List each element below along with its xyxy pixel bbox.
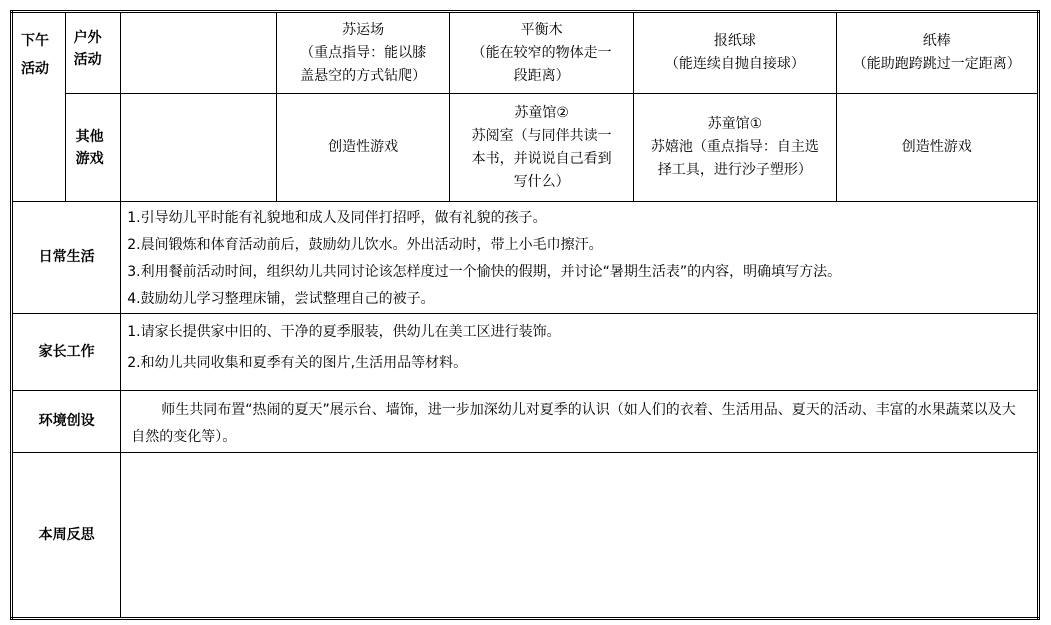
reflection-label: 本周反思 <box>12 453 121 619</box>
other-games-label-cell <box>65 94 121 202</box>
parent-work-label: 家长工作 <box>12 314 121 391</box>
parent-work-row <box>12 314 1039 391</box>
daily-life-content <box>121 202 1039 314</box>
activity-title: 苏童馆① <box>707 116 763 132</box>
activity-title: 平衡木 <box>520 21 563 38</box>
afternoon-other-games-row <box>12 94 1039 202</box>
other-games-label-line1: 其他 <box>75 128 104 145</box>
environment-text: 师生共同布置“热闹的夏天”展示台、墙饰，进一步加深幼儿对夏季的认识（如人们的衣着、生活用品、夏天的活动、丰富的水果蔬菜以及大自然的变化等）。 <box>131 402 1016 445</box>
activity-note: 段距离） <box>513 67 570 84</box>
outdoor-activity-1 <box>277 12 450 94</box>
other-game-1 <box>277 94 450 202</box>
daily-life-item: 4.鼓励幼儿学习整理床铺，尝试整理自己的被子。 <box>127 291 435 307</box>
outdoor-label-line1: 户外 <box>73 30 102 46</box>
other-game-4 <box>836 94 1038 202</box>
environment-label: 环境创设 <box>12 391 121 453</box>
parent-work-item: 1.请家长提供家中旧的、干净的夏季服装，供幼儿在美工区进行装饰。 <box>127 324 561 340</box>
outdoor-activity-3 <box>634 12 836 94</box>
outdoor-label-cell <box>65 12 121 94</box>
afternoon-label-line1: 下午 <box>21 33 49 49</box>
activity-title: 报纸球 <box>713 33 756 49</box>
outdoor-activity-2 <box>450 12 634 94</box>
other-game-2 <box>450 94 634 202</box>
outdoor-label-line2: 活动 <box>73 52 102 68</box>
parent-work-content <box>121 314 1039 391</box>
daily-life-row <box>12 202 1039 314</box>
activity-title: 创造性游戏 <box>901 139 972 155</box>
reflection-content[interactable] <box>121 453 1039 619</box>
environment-row <box>12 391 1039 453</box>
outdoor-empty-cell <box>121 12 277 94</box>
weekly-plan-table <box>10 10 1040 620</box>
daily-life-item: 1.引导幼儿平时能有礼貌地和成人及同伴打招呼，做有礼貌的孩子。 <box>127 210 547 226</box>
afternoon-label-line2: 活动 <box>21 61 49 77</box>
activity-note: （能助跑跨跳过一定距离） <box>852 56 1021 72</box>
activity-note: 盖悬空的方式钻爬） <box>300 67 427 84</box>
environment-content <box>121 391 1039 453</box>
afternoon-outdoor-row <box>12 12 1039 94</box>
activity-note: 写什么） <box>513 173 570 190</box>
daily-life-item: 3.利用餐前活动时间，组织幼儿共同讨论该怎样度过一个愉快的假期，并讨论“暑期生活表”的内容，明确填写方法。 <box>127 264 842 280</box>
afternoon-label-cell <box>12 12 66 202</box>
activity-note: 苏阅室（与同伴共读一 <box>471 127 612 144</box>
activity-note: （能在较窄的物体走一 <box>471 44 612 61</box>
activity-title: 苏童馆② <box>514 104 569 121</box>
activity-note: 苏嬉池（重点指导：自主选 <box>650 139 819 155</box>
activity-note: 本书，并说说自己看到 <box>471 150 612 167</box>
activity-note: （能连续自抛自接球） <box>664 56 805 72</box>
activity-title: 纸棒 <box>922 33 951 49</box>
outdoor-activity-4 <box>836 12 1038 94</box>
other-games-empty-cell <box>121 94 277 202</box>
activity-note: 择工具，进行沙子塑形） <box>657 162 812 178</box>
daily-life-label: 日常生活 <box>12 202 121 314</box>
activity-title: 苏运场 <box>342 21 385 38</box>
activity-title: 创造性游戏 <box>328 139 399 155</box>
activity-note: （重点指导：能以膝 <box>300 44 427 61</box>
daily-life-item: 2.晨间锻炼和体育活动前后，鼓励幼儿饮水。外出活动时，带上小毛巾擦汗。 <box>127 237 603 253</box>
parent-work-item: 2.和幼儿共同收集和夏季有关的图片,生活用品等材料。 <box>127 355 468 371</box>
other-game-3 <box>634 94 836 202</box>
reflection-row <box>12 453 1039 619</box>
other-games-label-line2: 游戏 <box>75 150 104 167</box>
